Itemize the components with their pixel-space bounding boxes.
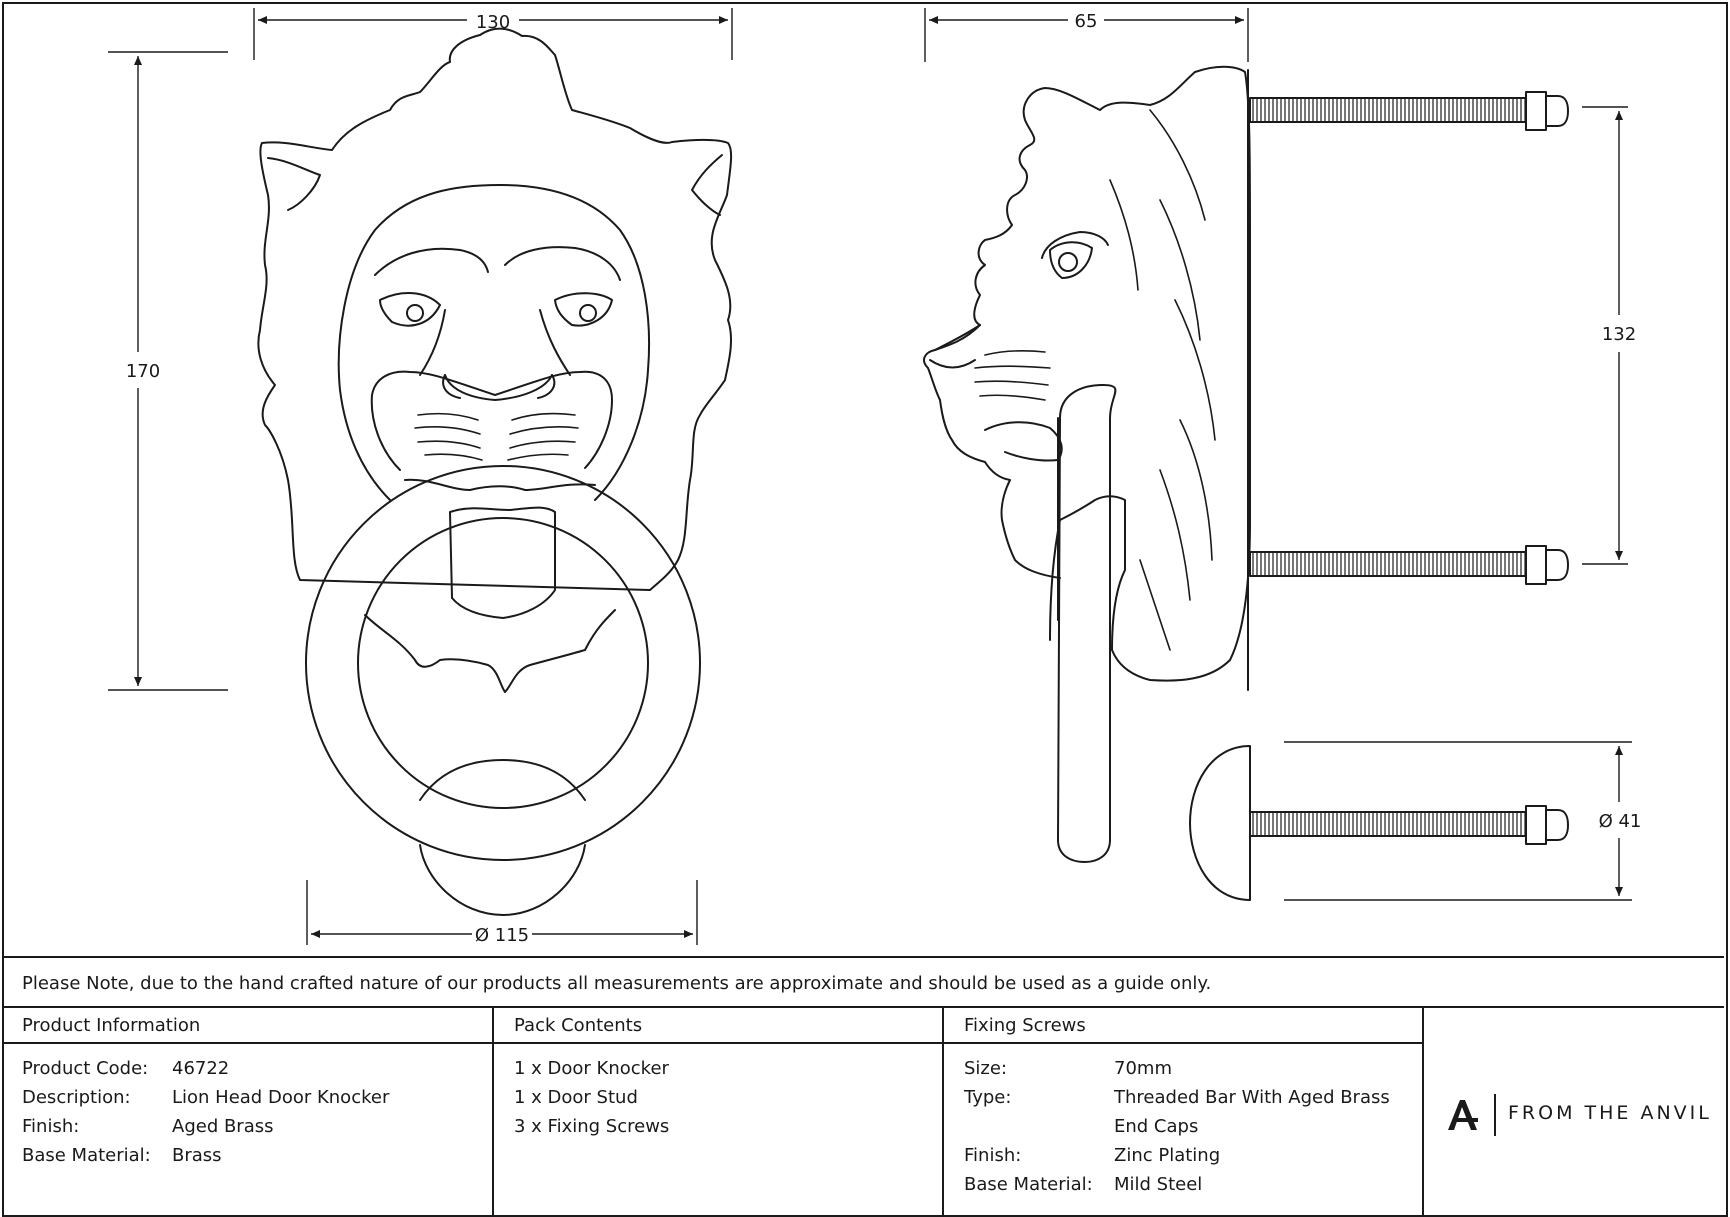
front-ring-inner (358, 518, 648, 808)
disclaimer-text: Please Note, due to the hand crafted nature of our products all measurements are approximate and should be used as a guide only. (22, 973, 1212, 994)
screw-type-value-continued: End Caps (1114, 1116, 1199, 1137)
product-information-header (2, 1008, 492, 1044)
product-code-value: 46722 (172, 1058, 230, 1079)
screw-base-material-value: Mild Steel (1114, 1174, 1203, 1195)
product-information-panel (2, 1008, 494, 1215)
screw-finish-value: Zinc Plating (1114, 1145, 1221, 1166)
side-fixing-screw-middle (1250, 546, 1568, 584)
brand-name: FROM THE ANVIL (1508, 1102, 1712, 1124)
side-head-top (974, 72, 1195, 325)
side-pupil (1059, 253, 1077, 271)
base-material-value: Brass (172, 1145, 222, 1166)
front-mouth (405, 480, 595, 490)
front-right-ear (692, 155, 722, 215)
front-lower-jaw (365, 610, 615, 692)
pack-item-text: 1 x Door Stud (514, 1087, 638, 1108)
front-left-eye (380, 293, 440, 326)
dim-label-fixing-spacing: 132 (1601, 324, 1637, 345)
pack-contents-header (494, 1008, 942, 1044)
front-right-brow (505, 247, 620, 280)
side-fixing-screw-top (1250, 92, 1568, 130)
description-label: Description: (22, 1087, 131, 1108)
dim-label-front-height: 170 (125, 361, 161, 382)
front-ring-hanger (450, 508, 555, 618)
side-whiskers (975, 351, 1050, 400)
fixing-screws-panel (944, 1008, 1424, 1215)
screw-size-label: Size: (964, 1058, 1008, 1079)
pack-contents-panel (494, 1008, 944, 1215)
side-view-lion-head (924, 67, 1250, 862)
side-ring-bar (1058, 385, 1115, 862)
description-value: Lion Head Door Knocker (172, 1087, 390, 1108)
front-whiskers (415, 414, 578, 460)
front-nose (445, 375, 552, 400)
front-door-stud (420, 760, 585, 915)
front-view-lion-head (258, 29, 731, 590)
front-ring-outer (306, 466, 700, 860)
pack-item-text: 1 x Door Knocker (514, 1058, 669, 1079)
fixing-screws-header (944, 1008, 1422, 1044)
product-code-label: Product Code: (22, 1058, 149, 1079)
finish-value: Aged Brass (172, 1116, 274, 1137)
base-material-label: Base Material: (22, 1145, 151, 1166)
side-mouth (985, 422, 1062, 460)
dim-label-front-width: 130 (475, 12, 511, 33)
fixing-screws-title: Fixing Screws (964, 1015, 1086, 1036)
logo-divider (1494, 1094, 1496, 1136)
screw-base-material-label: Base Material: (964, 1174, 1093, 1195)
side-eye (1050, 242, 1092, 278)
front-left-pupil (407, 305, 423, 321)
dim-label-stud-diameter: Ø 41 (1598, 811, 1642, 832)
screw-type-value: Threaded Bar With Aged Brass (1114, 1087, 1390, 1108)
side-brow (1042, 232, 1108, 258)
front-mane-outline (258, 29, 731, 590)
pack-item-text: 3 x Fixing Screws (514, 1116, 670, 1137)
side-snout (930, 325, 980, 368)
front-right-pupil (580, 305, 596, 321)
disclaimer-bar (2, 956, 1724, 1008)
front-left-brow (375, 249, 488, 275)
screw-type-label: Type: (964, 1087, 1012, 1108)
door-stud-with-screw (1190, 746, 1568, 900)
front-muzzle (372, 372, 612, 470)
anvil-logo-icon (1446, 1098, 1480, 1132)
finish-label: Finish: (22, 1116, 80, 1137)
pack-contents-title: Pack Contents (514, 1015, 643, 1036)
screw-finish-label: Finish: (964, 1145, 1022, 1166)
side-face-profile (924, 325, 1060, 578)
product-information-title: Product Information (22, 1015, 201, 1036)
front-left-ear (268, 158, 320, 210)
front-nose-bridge (420, 310, 570, 375)
dim-label-side-depth: 65 (1074, 11, 1098, 32)
screw-size-value: 70mm (1114, 1058, 1172, 1079)
door-stud-dome (1190, 746, 1250, 900)
brand-panel (1424, 1008, 1724, 1215)
dim-label-ring-diameter: Ø 115 (474, 925, 530, 946)
